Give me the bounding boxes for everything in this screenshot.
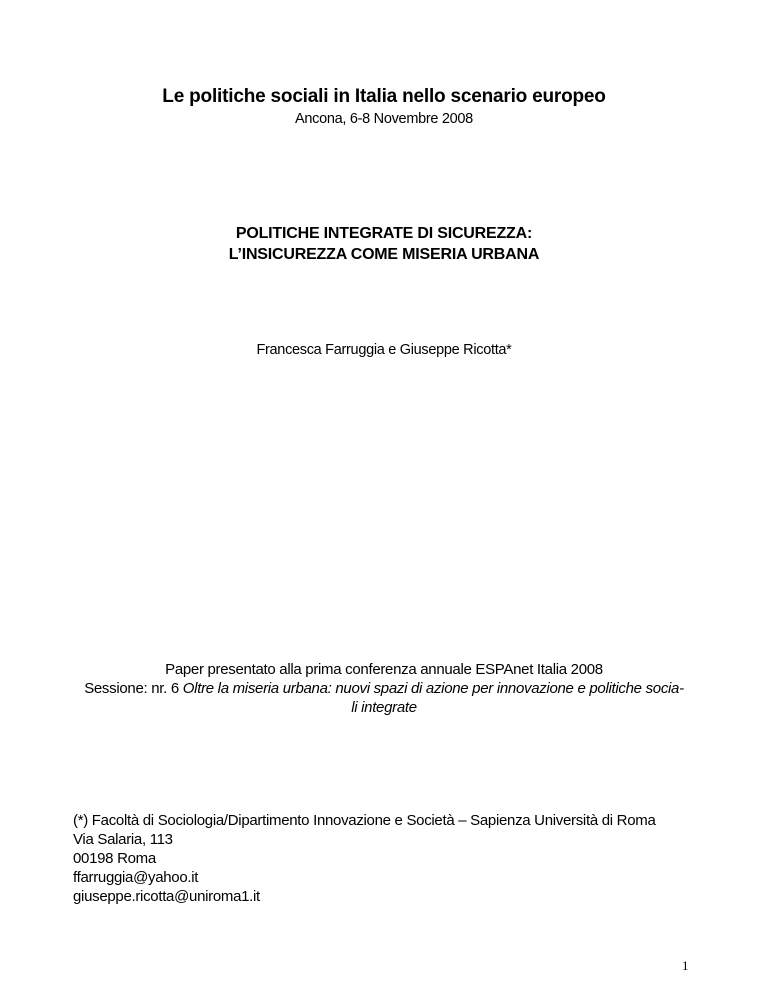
session-title-continued: li integrate: [351, 699, 417, 716]
session-prefix: Sessione: nr. 6: [84, 680, 183, 697]
affiliation-department: (*) Facoltà di Sociologia/Dipartimento Innovazione e Società – Sapienza Università di Roma: [73, 812, 656, 829]
conference-place-date: Ancona, 6-8 Novembre 2008: [295, 111, 473, 127]
author-affiliation: [73, 811, 656, 906]
affiliation-street: Via Salaria, 113: [73, 831, 173, 848]
paper-title-line-1: POLITICHE INTEGRATE DI SICUREZZA:: [235, 225, 533, 242]
page-number: 1: [682, 958, 689, 973]
session-title: Oltre la miseria urbana: nuovi spazi di azione per innovazione e politiche socia-: [182, 680, 684, 697]
presentation-line: Paper presentato alla prima conferenza annuale ESPAnet Italia 2008: [165, 661, 603, 678]
session-line: [0, 679, 768, 698]
paper-authors: Francesca Farruggia e Giuseppe Ricotta*: [256, 342, 512, 358]
conference-title: Le politiche sociali in Italia nello scenario europeo: [162, 86, 606, 107]
presentation-info: [0, 660, 768, 717]
paper-title: [0, 223, 768, 265]
paper-title-line-2: L’INSICUREZZA COME MISERIA URBANA: [228, 246, 540, 263]
author-email-1: ffarruggia@yahoo.it: [73, 869, 199, 886]
author-email-2: giuseppe.ricotta@uniroma1.it: [73, 888, 260, 905]
affiliation-city: 00198 Roma: [73, 850, 156, 867]
